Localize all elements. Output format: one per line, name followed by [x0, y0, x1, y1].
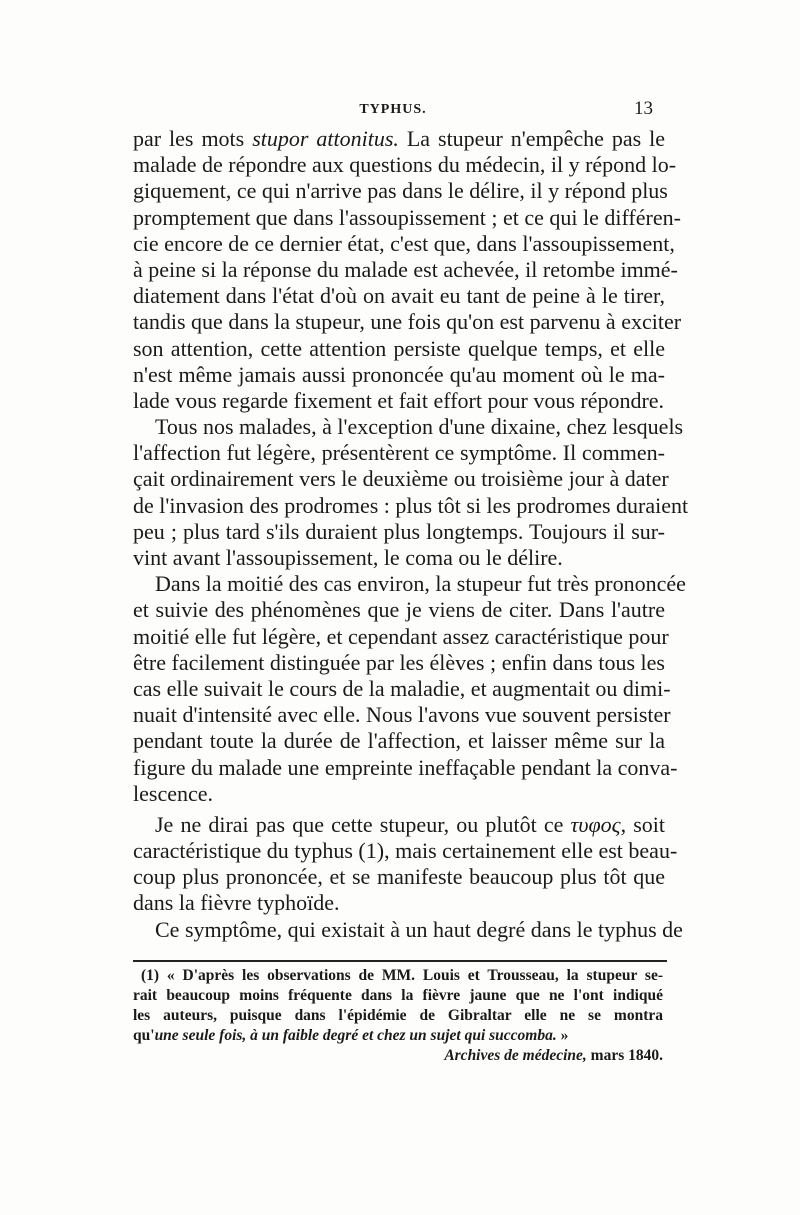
text-line: lade vous regarde fixement et fait effort pour vous répondre.: [133, 387, 665, 413]
text-line: promptement que dans l'assoupissement ; et ce qui le différen-: [133, 204, 681, 230]
text-line: l'affection fut légère, présentèrent ce symptôme. Il commen-: [133, 440, 665, 466]
italic-term: stupor attonitus.: [252, 126, 399, 151]
page-number: 13: [634, 98, 653, 119]
text-line: Dans la moitié des cas environ, la stupeur fut très prononcée: [155, 571, 686, 597]
text-span: »: [556, 1027, 569, 1044]
greek-word: τυφος: [570, 811, 621, 837]
footnote-line: rait beaucoup moins fréquente dans la fièvre jaune que ne l'ont indiqué: [133, 987, 663, 1004]
footnote-source: [133, 1046, 663, 1066]
text-line: son attention, cette attention persiste quelque temps, et elle: [133, 335, 665, 361]
text-line: coup plus prononcée, et se manifeste beaucoup plus tôt que: [133, 864, 665, 890]
text-line: giquement, ce qui n'arrive pas dans le délire, il y répond plus: [133, 178, 668, 204]
text-line: diatement dans l'état d'où on avait eu tant de peine à le tirer,: [133, 283, 665, 309]
body-text: [133, 126, 689, 943]
text-line: peu ; plus tard s'ils duraient plus longtemps. Toujours il sur-: [133, 518, 665, 544]
text-line: lescence.: [133, 780, 213, 806]
footnote-rule: [133, 960, 667, 962]
journal-title: Archives de médecine,: [444, 1047, 587, 1064]
journal-date: mars 1840.: [586, 1047, 663, 1064]
running-head: [133, 98, 653, 124]
footnote: [133, 966, 663, 1066]
text-line: malade de répondre aux questions du médecin, il y répond lo-: [133, 152, 677, 178]
italic-quote: une seule fois, à un faible degré et chez un sujet qui succomba.: [154, 1027, 557, 1044]
text-line: pendant toute la durée de l'affection, et laisser même sur la: [133, 728, 665, 754]
text-line: n'est même jamais aussi prononcée qu'au moment où le ma-: [133, 361, 665, 387]
text-line: nuait d'intensité avec elle. Nous l'avons vue souvent persister: [133, 702, 671, 728]
footnote-line: (1) « D'après les observations de MM. Louis et Trousseau, la stupeur se-: [141, 967, 663, 984]
text-line: [133, 812, 665, 838]
text-span: La stupeur n'empêche pas le: [398, 126, 665, 151]
text-line: cie encore de ce dernier état, c'est que, dans l'assoupissement,: [133, 230, 675, 256]
text-line: figure du malade une empreinte ineffaçable pendant la conva-: [133, 754, 678, 780]
running-title: TYPHUS.: [359, 102, 427, 117]
text-line: dans la fièvre typhoïde.: [133, 890, 340, 916]
text-line: [133, 126, 665, 152]
text-line: çait ordinairement vers le deuxième ou troisième jour à dater: [133, 466, 669, 492]
text-span: qu': [133, 1027, 155, 1044]
text-line: caractéristique du typhus (1), mais certainement elle est beau-: [133, 838, 678, 864]
text-line: Tous nos malades, à l'exception d'une dixaine, chez lesquels: [155, 414, 684, 440]
text-span: , soit: [620, 811, 666, 837]
text-span: par les mots: [133, 126, 253, 151]
text-line: vint avant l'assoupissement, le coma ou le délire.: [133, 545, 563, 570]
footnote-line: les auteurs, puisque dans l'épidémie de Gibraltar elle ne se montra: [133, 1007, 663, 1024]
text-line: de l'invasion des prodromes : plus tôt si les prodromes duraient: [133, 492, 689, 518]
text-line: moitié elle fut légère, et cependant assez caractéristique pour: [133, 623, 669, 649]
text-line: tandis que dans la stupeur, une fois qu'on est parvenu à exciter: [133, 309, 682, 335]
text-line: cas elle suivait le cours de la maladie, et augmentait ou dimi-: [133, 675, 671, 701]
footnote-line: [133, 1026, 663, 1046]
text-line: être facilement distinguée par les élèves ; enfin dans tous les: [133, 649, 665, 675]
text-line: à peine si la réponse du malade est achevée, il retombe immé-: [133, 256, 678, 282]
text-span: Je ne dirai pas que cette stupeur, ou plutôt ce: [155, 811, 571, 837]
text-line: Ce symptôme, qui existait à un haut degré dans le typhus de: [155, 916, 683, 942]
text-line: et suivie des phénomènes que je viens de citer. Dans l'autre: [133, 597, 665, 623]
